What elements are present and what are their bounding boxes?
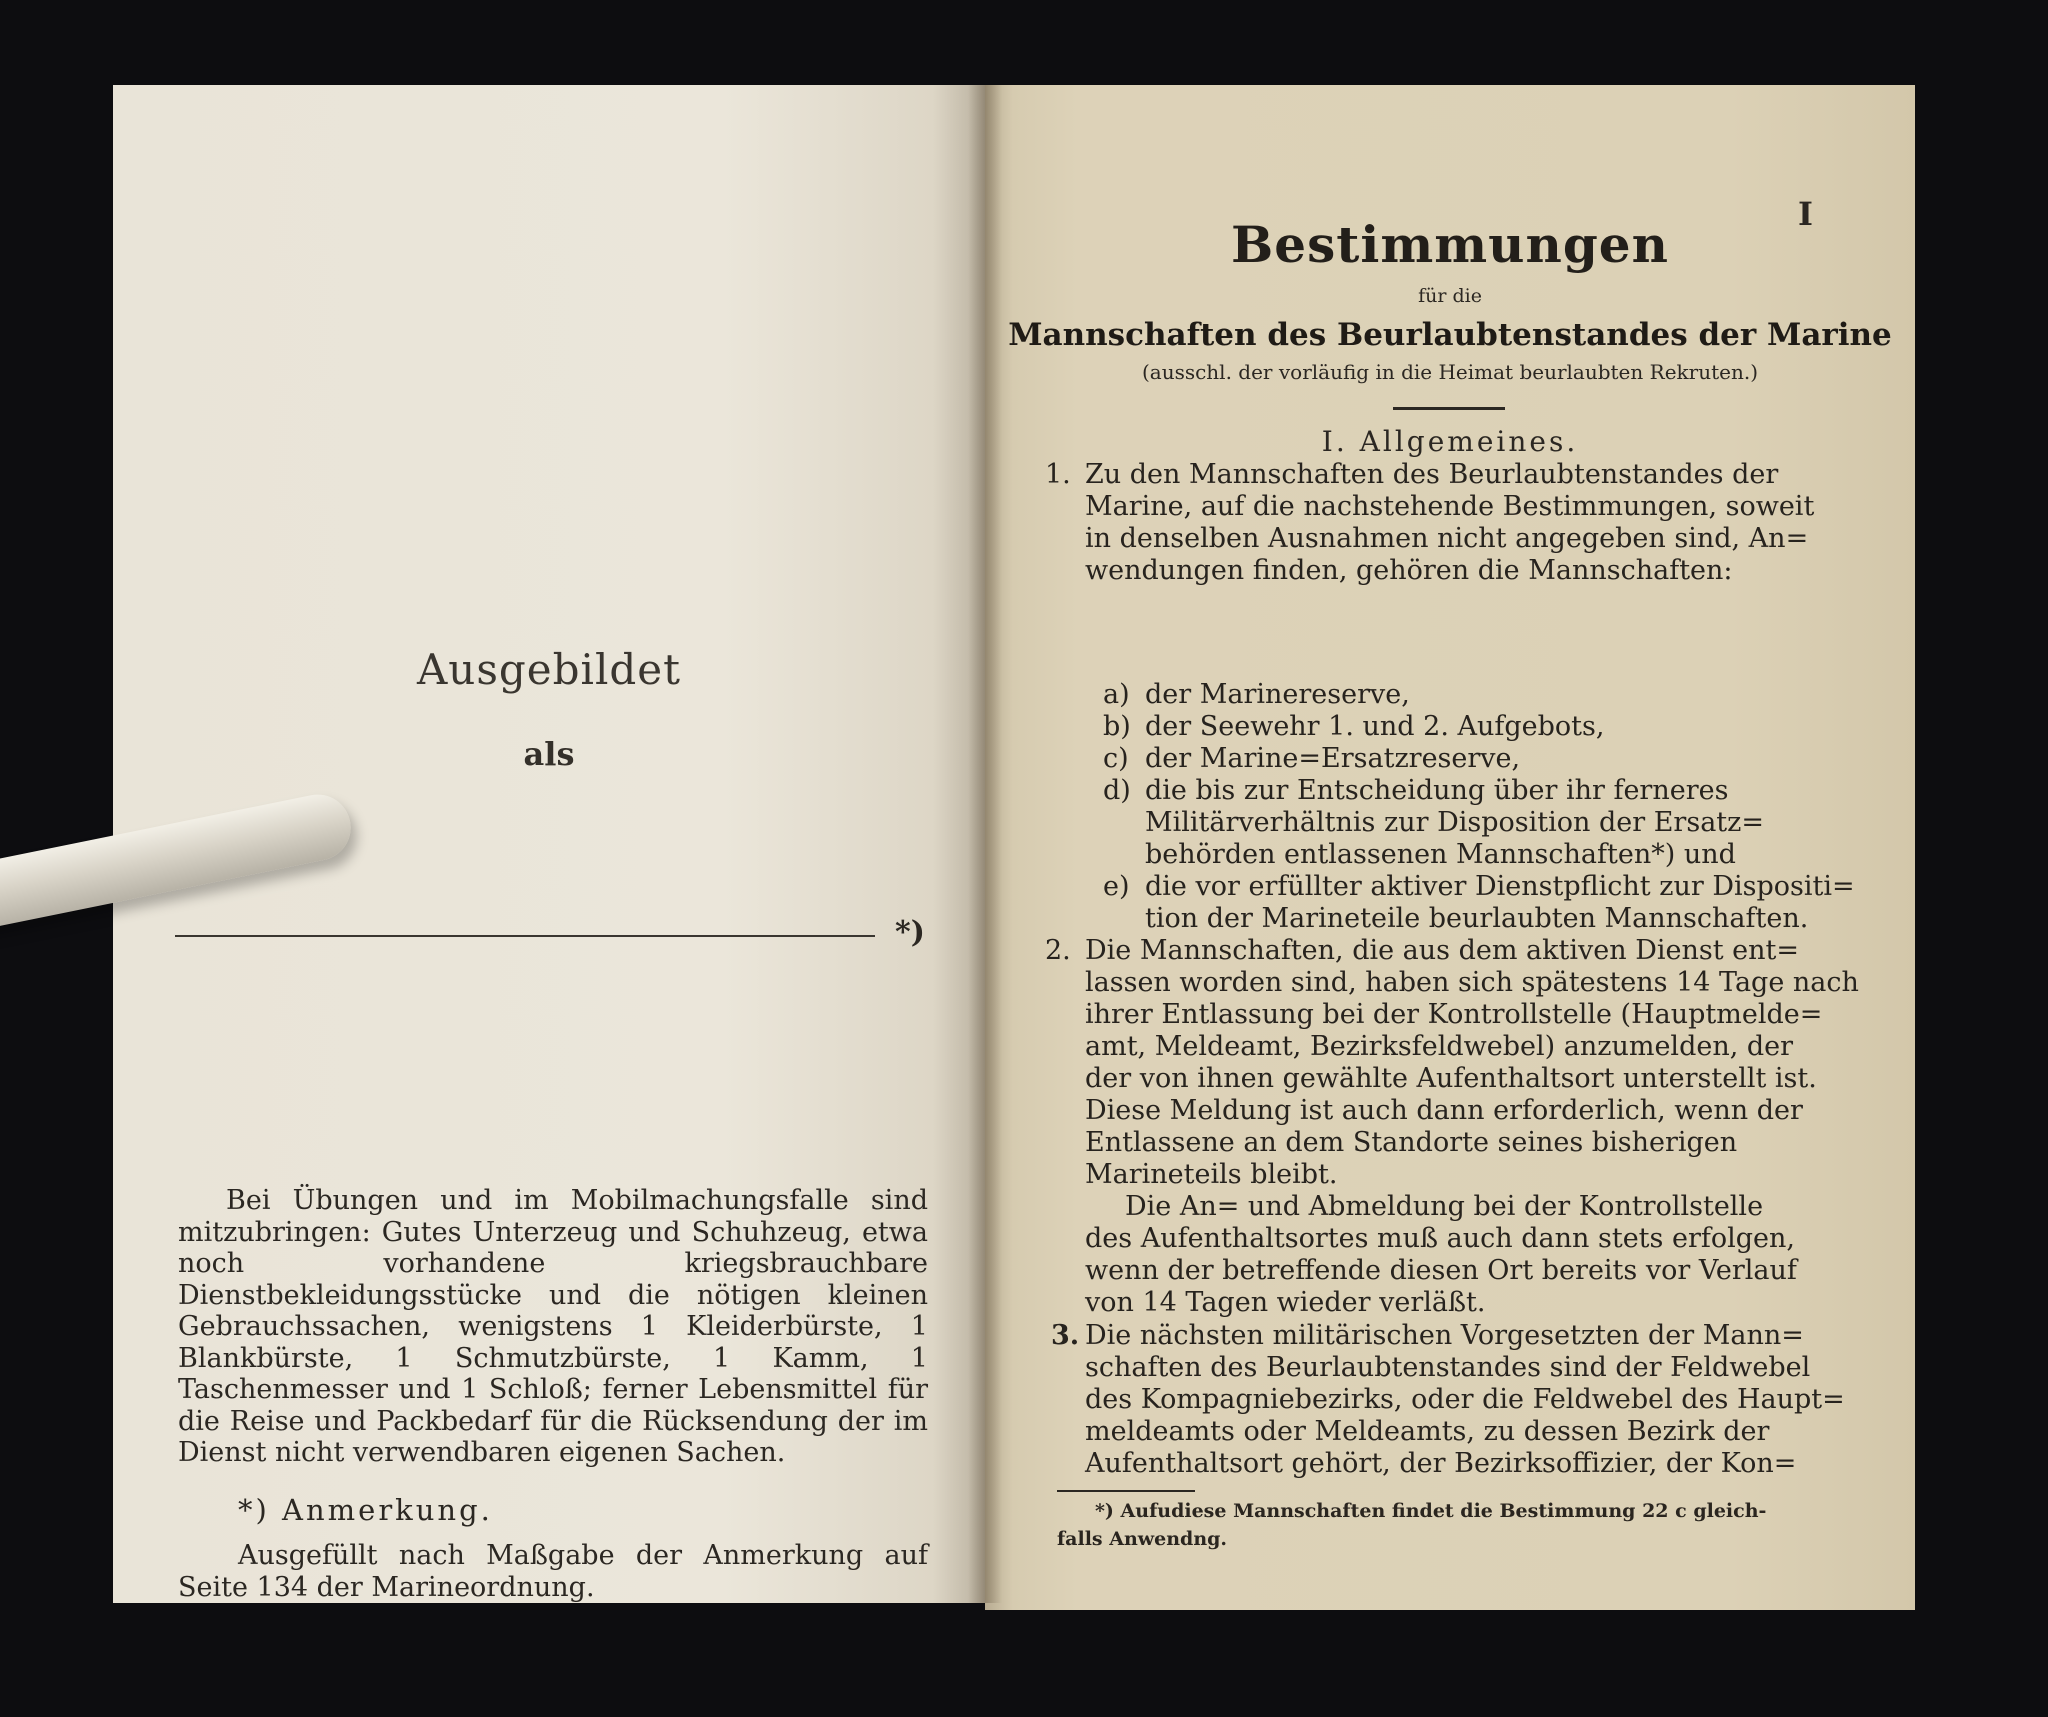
text-line: Marine, auf die nachstehende Bestimmungen, soweit [1085, 491, 1815, 522]
text-line: wenn der betreffende diesen Ort bereits vor Verlauf [1085, 1255, 1797, 1286]
item-number-3: 3. [1051, 1320, 1080, 1351]
note-title: *) Anmerkung. [238, 1493, 493, 1527]
text-line: tion der Marineteile beurlaubten Mannschaften. [1145, 903, 1809, 934]
text-line: des Kompagniebezirks, oder die Feldwebel des Haupt= [1085, 1384, 1845, 1415]
text-line: der von ihnen gewählte Aufenthaltsort unterstellt ist. [1085, 1063, 1817, 1094]
text-line: der Seewehr 1. und 2. Aufgebots, [1145, 711, 1605, 742]
equipment-paragraph: Bei Übungen und im Mobilmachungsfalle sind mitzubringen: Gutes Unterzeug und Schuhzeug, etwa noch vorhandene kriegsbrauchbare Dienstbekleidungsstücke und die nötigen kleinen Gebrauchssachen, wenigstens 1 Kleiderbürste, 1 Blankbürste, 1 Schmutzbürste, 1 Kamm, 1 Taschenmesser und 1 Schloß; ferner Lebensmittel für die Reise und Packbedarf für die Rücksendung der im Dienst nicht verwendbaren eigenen Sachen. [178, 1185, 928, 1468]
text-line: die vor erfüllter aktiver Dienstpflicht zur Dispositi= [1145, 871, 1855, 902]
text-line: meldeamts oder Meldeamts, zu dessen Bezirk der [1085, 1416, 1770, 1447]
footnote-line: falls Anwendng. [1057, 1528, 1228, 1550]
text-line: lassen worden sind, haben sich spätestens 14 Tage nach [1085, 967, 1859, 998]
text-line: amt, Meldeamt, Bezirksfeldwebel) anzumelden, der [1085, 1031, 1794, 1062]
footnote-line: *) Aufudiese Mannschaften findet die Bestimmung 22 c gleich- [1095, 1500, 1767, 1522]
text-line: Die nächsten militärischen Vorgesetzten der Mann= [1085, 1320, 1804, 1351]
subtitle-note: (ausschl. der vorläufig in die Heimat beurlaubten Rekruten.) [1141, 360, 1759, 384]
item-number-1: 1. [1045, 459, 1071, 490]
text-line: wendungen finden, gehören die Mannschaften: [1085, 555, 1733, 586]
subitem-a: a) [1103, 679, 1130, 710]
subitem-e: e) [1103, 871, 1130, 902]
note-text: Ausgefüllt nach Maßgabe der Anmerkung auf Seite 134 der Marineordnung. [178, 1540, 928, 1603]
book-spine [968, 85, 1002, 1603]
text-line: des Aufenthaltsortes muß auch dann stets erfolgen, [1085, 1223, 1795, 1254]
text-line: Aufenthaltsort gehört, der Bezirksoffizier, der Kon= [1085, 1448, 1797, 1479]
left-heading-ausgebildet: Ausgebildet [416, 645, 682, 694]
item-number-2: 2. [1045, 935, 1071, 966]
left-heading-als: als [523, 735, 575, 773]
text-line: Entlassene an dem Standorte seines bisherigen [1085, 1127, 1738, 1158]
subitem-c: c) [1103, 743, 1129, 774]
text-line: schaften des Beurlaubtenstandes sind der Feldwebel [1085, 1352, 1811, 1383]
text-line: Zu den Mannschaften des Beurlaubtenstandes der [1085, 459, 1779, 490]
text-line: der Marine=Ersatzreserve, [1145, 743, 1521, 774]
text-line: der Marinereserve, [1145, 679, 1410, 710]
page-subtitle: Mannschaften des Beurlaubtenstandes der Marine [1008, 317, 1892, 353]
footnote-marker: *) [895, 915, 925, 950]
text-line: Militärverhältnis zur Disposition der Ersatz= [1145, 807, 1764, 838]
title-connector: für die [1418, 285, 1482, 307]
subitem-b: b) [1103, 711, 1131, 742]
text-line: behörden entlassenen Mannschaften*) und [1145, 839, 1736, 870]
text-line: in denselben Ausnahmen nicht angegeben sind, An= [1085, 523, 1809, 554]
subitem-d: d) [1103, 775, 1131, 806]
text-line: die bis zur Entscheidung über ihr ferneres [1145, 775, 1729, 806]
fill-in-line [175, 935, 875, 937]
title-divider [1393, 407, 1505, 410]
text-line: von 14 Tagen wieder verläßt. [1085, 1287, 1486, 1318]
text-line: Die Mannschaften, die aus dem aktiven Dienst ent= [1085, 935, 1799, 966]
page-title: Bestimmungen [1231, 215, 1669, 274]
text-line: ihrer Entlassung bei der Kontrollstelle (Hauptmelde= [1085, 999, 1823, 1030]
page-number: I [1798, 195, 1813, 233]
text-line: Diese Meldung ist auch dann erforderlich, wenn der [1085, 1095, 1803, 1126]
footnote-divider [1057, 1490, 1195, 1492]
section-heading: I. Allgemeines. [1321, 425, 1579, 458]
right-page [985, 85, 1915, 1610]
text-line: Marineteils bleibt. [1085, 1159, 1338, 1190]
text-line: Die An= und Abmeldung bei der Kontrollstelle [1125, 1191, 1764, 1222]
